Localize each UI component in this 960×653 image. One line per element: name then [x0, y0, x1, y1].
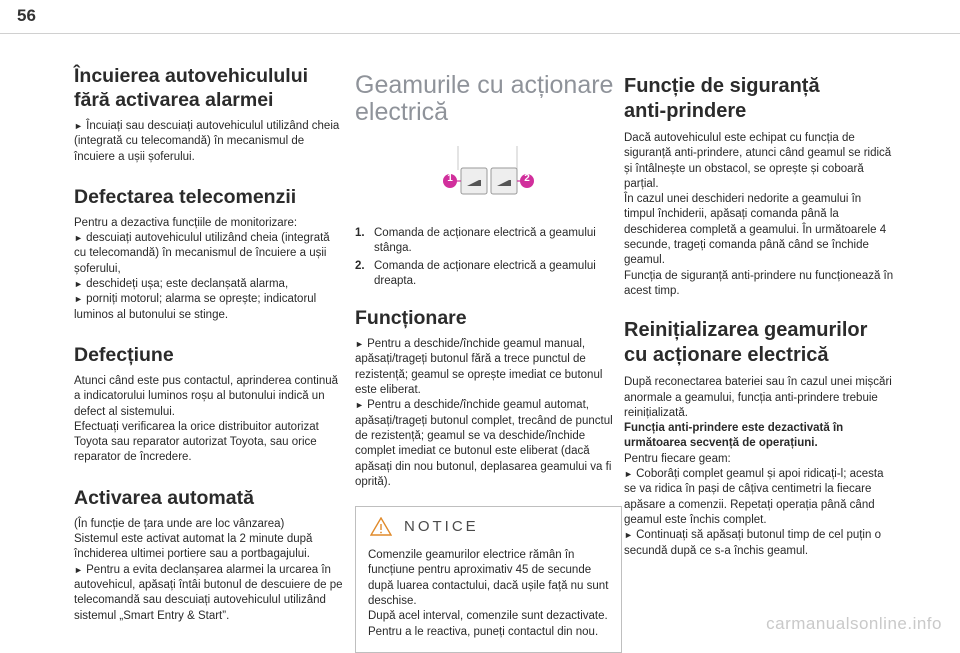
title-line-2: cu acționare electrică	[624, 344, 829, 367]
text: descuiați autovehiculul utilizând cheia (integrată cu telecomandă) în mecanismul de încuiere a ușii șoferului,	[74, 232, 330, 275]
text: Atunci când este pus contactul, aprinderea continuă a indicatorului luminos roșu al butonului indică un defect al sistemului.	[74, 374, 339, 418]
text: porniți motorul; alarma se oprește; indicatorul luminos al butonului se stinge.	[74, 293, 317, 321]
column-left	[74, 64, 344, 624]
column-middle	[355, 72, 625, 653]
warning-triangle-icon	[370, 517, 392, 536]
text: Comenzile geamurilor electrice rămân în funcțiune pentru aproximativ 45 de secunde după luarea contactului, dacă ușile față nu sunt deschise.	[368, 549, 609, 608]
section-title	[624, 74, 894, 124]
paragraph	[74, 517, 344, 624]
section-title: Defectarea telecomenzii	[74, 185, 297, 208]
title-line-1: Reinițializarea geamurilor	[624, 319, 868, 342]
paragraph	[355, 337, 625, 490]
text: Pentru a dezactiva funcțiile de monitorizare:	[74, 216, 298, 229]
text: Pentru a evita declanșarea alarmei la urcarea în autovehicul, apăsați întâi butonul de descuiere de pe telecomandă sau descuiați autovehiculul utilizând sistemul „Smart Entry & Start”.	[74, 563, 343, 622]
section-title	[74, 64, 344, 112]
text: Pentru a deschide/închide geamul manual, apăsați/trageți butonul fără a trece punctul de rezistență; geamul se oprește imediat ce butonul este eliberat.	[355, 338, 603, 397]
arrow-icon: ►	[74, 294, 83, 305]
title-line-2: fără activarea alarmei	[74, 89, 274, 111]
title-line-1: Încuierea autovehiculului	[74, 65, 309, 87]
badge-1: 1	[447, 173, 453, 184]
text: În cazul unei deschideri nedorite a geamului în timpul închiderii, apăsați comanda până la deschiderea completă a geamului. În următoarele 4 secunde, trageți comanda până când se închide geamul.	[624, 193, 887, 267]
text: deschideți ușa; este declanșată alarma,	[86, 278, 289, 291]
arrow-icon: ►	[74, 279, 83, 290]
item-number: 1.	[355, 227, 365, 239]
arrow-icon: ►	[624, 469, 633, 480]
watermark: carmanualsonline.info	[766, 614, 942, 633]
switch-legend-list	[355, 226, 625, 289]
arrow-icon: ►	[74, 121, 83, 131]
notice-box	[355, 506, 622, 653]
text: Coborâți complet geamul și apoi ridicați-l; acesta se va ridica în pași de câțiva centimetri la fiecare apăsare a comenzii. Repetați operația până când geamul este închis complet.	[624, 468, 884, 526]
text: Funcția de siguranță anti-prindere nu funcționează în acest timp.	[624, 269, 894, 297]
section-operation	[355, 306, 625, 490]
text: După reconectarea bateriei sau în cazul unei mișcări anormale a geamului, funcția anti-prindere trebuie reinițializată.	[624, 376, 892, 419]
section-reinitialization	[624, 318, 894, 559]
header-rule	[0, 33, 960, 34]
section-title: Funcționare	[355, 307, 467, 330]
section-malfunction	[74, 343, 344, 466]
section-remote-failure	[74, 185, 344, 323]
notice-text	[368, 548, 611, 640]
arrow-icon: ►	[624, 530, 633, 541]
section-locking-without-alarm	[74, 64, 344, 165]
text: Sistemul este activat automat la 2 minute după închiderea ultimei portiere sau a portbagajului.	[74, 533, 313, 561]
paragraph	[74, 216, 344, 323]
section-title	[624, 318, 894, 368]
text: Continuați să apăsați butonul timp de cel puțin o secundă după ce s-a închis geamul.	[624, 529, 881, 557]
section-automatic-activation	[74, 486, 344, 624]
notice-title: NOTICE	[404, 518, 479, 536]
bold-text: Funcția anti-prindere este dezactivată în următoarea secvență de operațiuni.	[624, 422, 844, 450]
paragraph	[74, 119, 344, 165]
text: Efectuați verificarea la orice distribuitor autorizat Toyota sau reparator autorizat Toyota, sau orice reparator de încredere.	[74, 420, 319, 464]
text: După acel interval, comenzile sunt dezactivate. Pentru a le reactiva, puneți contactul din nou.	[368, 610, 608, 638]
text: (În funcție de țara unde are loc vânzarea)	[74, 517, 285, 530]
arrow-icon: ►	[355, 400, 364, 411]
page-number: 56	[17, 6, 36, 25]
title-line-1: Geamurile cu acționare	[355, 71, 614, 99]
text: Dacă autovehiculul este echipat cu funcția de siguranță anti-prindere, atunci când geamul se ridică și întâlnește un obstacol, se oprește și coboară parțial.	[624, 132, 892, 190]
text: Pentru a deschide/închide geamul automat, apăsați/trageți butonul complet, trecând de punctul de rezistență; geamul se va deschide/închide complet imediat ce butonul este eliberat (dacă apăsați din nou butonul, deplasarea geamului va fi oprită).	[355, 399, 613, 488]
window-switch-panel-icon	[355, 146, 625, 214]
text: Pentru fiecare geam:	[624, 452, 731, 465]
title-line-2: anti-prindere	[624, 100, 747, 122]
arrow-icon: ►	[74, 233, 83, 244]
arrow-icon: ►	[355, 339, 364, 350]
section-anti-pinch	[624, 74, 894, 299]
paragraph	[624, 131, 894, 299]
column-right	[624, 74, 894, 559]
item-text: Comanda de acționare electrică a geamului stânga.	[374, 227, 596, 255]
title-line-1: Funcție de siguranță	[624, 75, 820, 97]
item-text: Comanda de acționare electrică a geamului dreapta.	[374, 259, 596, 287]
section-title: Activarea automată	[74, 486, 254, 509]
badge-2: 2	[524, 173, 530, 184]
paragraph	[624, 375, 894, 559]
paragraph	[74, 374, 344, 466]
list-item	[355, 226, 625, 257]
text: Încuiați sau descuiați autovehiculul utilizând cheia (integrată cu telecomandă) în mecanismul de încuiere a ușii șoferului.	[74, 120, 340, 163]
title-line-2: electrică	[355, 98, 449, 126]
section-title-electric-windows	[355, 72, 625, 126]
item-number: 2.	[355, 259, 365, 272]
list-item	[355, 259, 625, 290]
arrow-icon: ►	[74, 564, 83, 575]
window-switches-illustration	[355, 146, 625, 214]
notice-header	[368, 517, 611, 536]
section-title: Defecțiune	[74, 343, 174, 366]
